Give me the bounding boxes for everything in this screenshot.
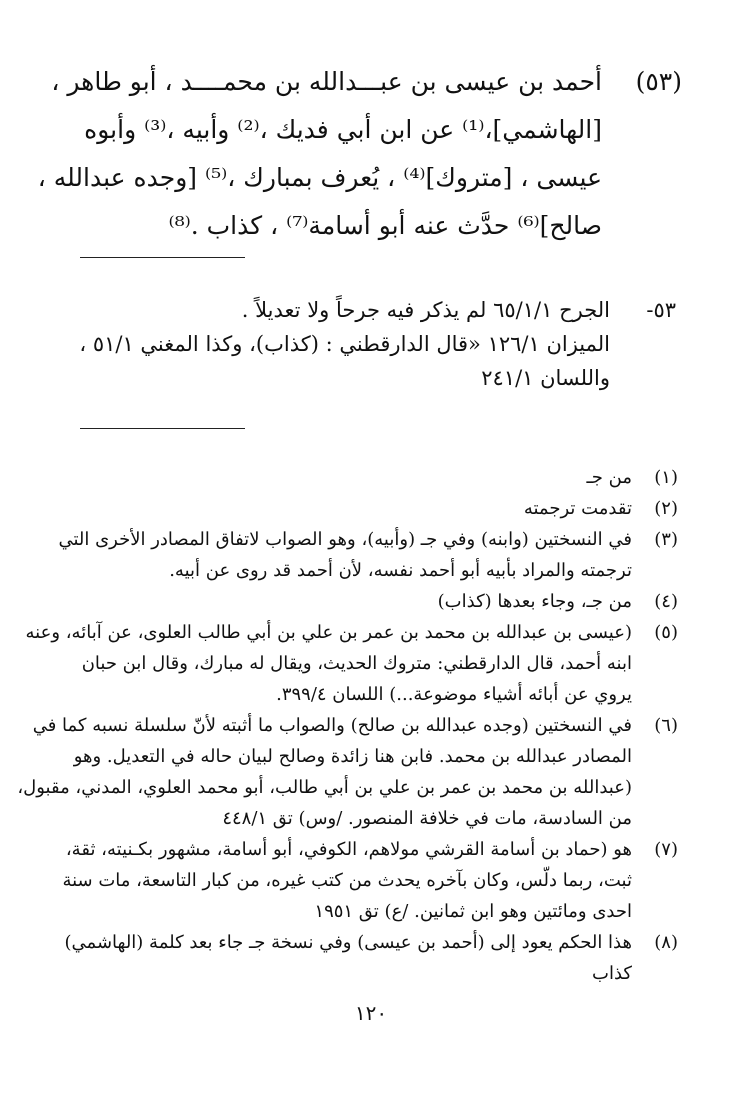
source-text xyxy=(79,293,610,395)
footnote-line: (عبدالله بن محمد بن عمر بن علي بن أبي طالب، أبو محمد العلوي، المدني، مقبول، xyxy=(17,777,632,798)
footnote-line: المصادر عبدالله بن محمد. فابن هنا زائدة وصالح لبيان حاله في التعديل. وهو xyxy=(73,746,632,767)
footnote-7 xyxy=(62,834,678,927)
footnote-number: (١) xyxy=(654,467,678,488)
source-line: الميزان ١٢٦/١ «قال الدارقطني : (كذاب)، وكذا المغني ٥١/١ ، xyxy=(79,332,610,356)
footnote-5 xyxy=(25,617,678,710)
footnote-line: هذا الحكم يعود إلى (أحمد بن عيسى) وفي نسخة جـ جاء بعد كلمة (الهاشمي) xyxy=(64,932,632,953)
footnote-line: في النسختين (وجده عبدالله بن صالح) والصواب ما أثبته لأنّ سلسلة نسبه كما في xyxy=(32,715,632,736)
source-number: ٥٣- xyxy=(646,298,676,322)
entry-53 xyxy=(37,58,682,250)
entry-line: [الهاشمي]،⁽¹⁾ عن ابن أبي فديك ،⁽²⁾ وأبيه ،⁽³⁾ وأبوه xyxy=(84,115,602,144)
footnote-line: ترجمته والمراد بأبيه أبو أحمد نفسه، لأن أحمد قد روى عن أبيه. xyxy=(169,560,632,581)
footnote-line: من جـ، وجاء بعدها (كذاب) xyxy=(437,591,632,612)
footnote-line: يروي عن أبائه أشياء موضوعة...) اللسان ٣٩٩/٤. xyxy=(276,684,632,705)
entry-text xyxy=(37,58,602,250)
footnote-line: من السادسة، مات في خلافة المنصور. /وس) تق ٤٤٨/١ xyxy=(222,808,632,829)
footnote-number: (٦) xyxy=(654,715,678,736)
footnote-1 xyxy=(88,462,678,493)
footnote-number: (٧) xyxy=(654,839,678,860)
footnote-line: احدى ومائتين وهو ابن ثمانين. /ع) تق ١٩٥١ xyxy=(314,901,632,922)
footnote-4 xyxy=(88,586,678,617)
footnote-6 xyxy=(17,710,678,834)
source-line: واللسان ٢٤١/١ xyxy=(481,366,610,390)
footnote-number: (٨) xyxy=(654,932,678,953)
footnote-line: تقدمت ترجمته xyxy=(523,498,632,519)
entry-line: عيسى ، [متروك]⁽⁴⁾ ، يُعرف بمبارك ،⁽⁵⁾ [وجده عبدالله ، xyxy=(37,163,602,192)
footnote-number: (٢) xyxy=(654,498,678,519)
footnote-2 xyxy=(88,493,678,524)
footnote-line: ابنه أحمد، قال الدارقطني: متروك الحديث، ويقال له مبارك، وقال ابن حبان xyxy=(81,653,632,674)
footnote-line: ثبت، ربما دلّس، وكان بآخره يحدث من كتب غيره، من كبار التاسعة، مات سنة xyxy=(62,870,632,891)
footnote-number: (٤) xyxy=(654,591,678,612)
footnote-3 xyxy=(58,524,678,586)
page-number: ١٢٠ xyxy=(354,1001,388,1025)
footnote-line: في النسختين (وابنه) وفي جـ (وأبيه)، وهو الصواب لاتفاق المصادر الأخرى التي xyxy=(58,529,632,550)
footnote-line: كذاب xyxy=(592,963,632,984)
separator-rule xyxy=(80,257,245,258)
entry-number: (٥٣) xyxy=(635,67,682,96)
footnote-line: من جـ xyxy=(586,467,632,488)
source-note xyxy=(79,293,676,395)
footnote-8 xyxy=(64,927,678,989)
entry-line: صالح]⁽⁶⁾ حدَّث عنه أبو أسامة⁽⁷⁾ ، كذاب .⁽⁸⁾ xyxy=(168,211,602,240)
footnote-line: هو (حماد بن أسامة القرشي مولاهم، الكوفي، أبو أسامة، مشهور بكـنيته، ثقة، xyxy=(65,839,632,860)
footnote-number: (٣) xyxy=(654,529,678,550)
footnote-number: (٥) xyxy=(654,622,678,643)
footnotes xyxy=(17,462,678,989)
separator-rule xyxy=(80,428,245,429)
entry-line: أحمد بن عيسى بن عبـــدالله بن محمــــد ، أبو طاهر ، xyxy=(51,67,602,96)
footnote-line: (عيسى بن عبدالله بن محمد بن عمر بن علي بن أبي طالب العلوى، عن آبائه، وعنه xyxy=(25,622,632,643)
source-line: الجرح ٦٥/١/١ لم يذكر فيه جرحاً ولا تعديلاً . xyxy=(241,298,610,322)
